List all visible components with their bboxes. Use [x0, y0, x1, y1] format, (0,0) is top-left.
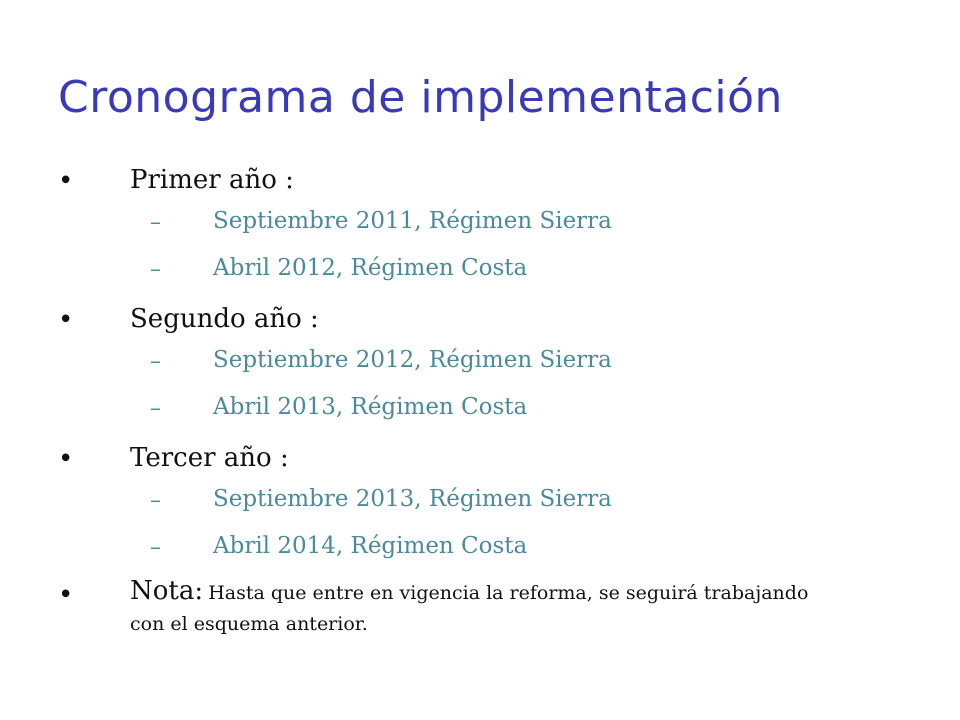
bullet-icon: •: [58, 580, 74, 610]
dash-icon: –: [150, 257, 161, 282]
dash-icon: –: [150, 349, 161, 374]
list-item-first-year: Primer año :: [130, 165, 294, 195]
list-item-third-year: Tercer año :: [130, 443, 289, 473]
note-paragraph: [130, 576, 830, 640]
dash-icon: –: [150, 535, 161, 560]
bullet-icon: •: [58, 444, 74, 474]
sub-item: Abril 2014, Régimen Costa: [213, 533, 528, 559]
sub-item: Septiembre 2011, Régimen Sierra: [213, 208, 612, 234]
dash-icon: –: [150, 396, 161, 421]
bullet-icon: •: [58, 305, 74, 335]
slide-title: Cronograma de implementación: [58, 72, 783, 123]
note-label: Nota:: [130, 576, 204, 606]
bullet-icon: •: [58, 166, 74, 196]
dash-icon: –: [150, 210, 161, 235]
sub-item: Abril 2013, Régimen Costa: [213, 394, 528, 420]
sub-item: Abril 2012, Régimen Costa: [213, 255, 528, 281]
sub-item: Septiembre 2012, Régimen Sierra: [213, 347, 612, 373]
list-item-second-year: Segundo año :: [130, 304, 319, 334]
note-text: Hasta que entre en vigencia la reforma, se seguirá trabajando con el esquema anterior.: [130, 582, 809, 635]
sub-item: Septiembre 2013, Régimen Sierra: [213, 486, 612, 512]
dash-icon: –: [150, 488, 161, 513]
